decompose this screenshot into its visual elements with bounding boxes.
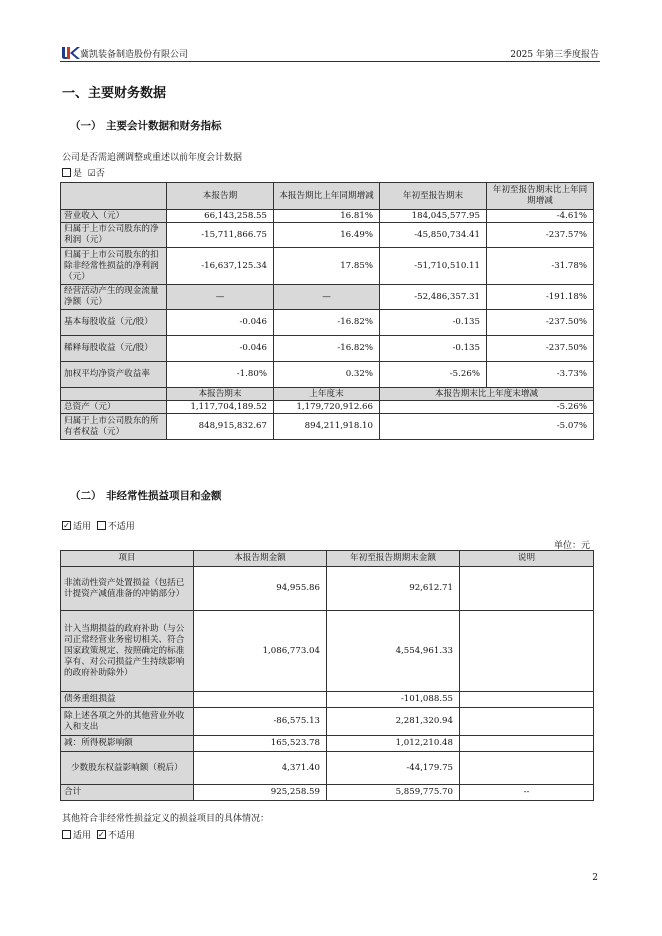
option-not-applicable-label: 不适用 (107, 522, 135, 532)
header-cell: 本报告期末比上年度末增减 (380, 388, 594, 401)
table-row (61, 248, 594, 285)
table-header-row (61, 551, 594, 567)
table-row (61, 708, 594, 736)
option-applicable-label-2: 适用 (73, 831, 92, 841)
company-logo (62, 45, 80, 59)
row-label: 计入当期损益的政府补助（与公司正常经营业务密切相关、符合国家政策规定、按照确定的标准享有、对公司损益产生持续影响的政府补助除外） (61, 611, 194, 692)
cell: -191.18% (487, 285, 594, 310)
cell: 5,859,775.70 (327, 785, 460, 801)
cell: 184,045,577.95 (380, 210, 487, 223)
cell: -0.046 (167, 310, 274, 336)
table-row (61, 310, 594, 336)
table-header-row (61, 183, 594, 210)
checkbox-not-applicable[interactable] (97, 521, 106, 530)
table-row (61, 692, 594, 708)
table-row (61, 785, 594, 801)
financial-indicators-table (60, 182, 594, 440)
table-row (61, 414, 594, 440)
row-label: 经营活动产生的现金流量净额（元） (61, 285, 167, 310)
row-label: 归属于上市公司股东的所有者权益（元） (61, 414, 167, 440)
header-cell-empty (61, 183, 167, 210)
cell: -101,088.55 (327, 692, 460, 708)
cell: 0.32% (274, 362, 380, 388)
cell: 92,612.71 (327, 567, 460, 611)
header-cell: 年初至报告期末 (380, 183, 487, 210)
cell (194, 692, 327, 708)
row-label: 归属于上市公司股东的净利润（元） (61, 223, 167, 248)
page-number: 2 (592, 873, 598, 883)
header-cell: 说明 (460, 551, 594, 567)
cell: 1,086,773.04 (194, 611, 327, 692)
header-cell: 本报告期 (167, 183, 274, 210)
cell: 17.85% (274, 248, 380, 285)
applicable-options-2 (62, 828, 135, 841)
cell: — (167, 285, 274, 310)
cell: -237.57% (487, 223, 594, 248)
cell: -0.135 (380, 310, 487, 336)
header-cell: 年初至报告期末比上年同期增减 (487, 183, 594, 210)
table-row (61, 223, 594, 248)
other-items-text: 其他符合非经常性损益定义的损益项目的具体情况： (62, 814, 270, 824)
cell: -86,575.13 (194, 708, 327, 736)
cell (460, 752, 594, 785)
cell: 16.81% (274, 210, 380, 223)
table-row (61, 736, 594, 752)
cell (460, 708, 594, 736)
header-cell: 上年度末 (274, 388, 380, 401)
subsection-1-title: 主要会计数据和财务指标 (106, 120, 222, 132)
row-label: 少数股东权益影响额（税后） (61, 752, 194, 785)
cell: -0.046 (167, 336, 274, 362)
cell: -1.80% (167, 362, 274, 388)
row-label: 总资产（元） (61, 401, 167, 414)
cell: -237.50% (487, 310, 594, 336)
option-not-applicable-label-2: 不适用 (107, 831, 135, 841)
header-cell-empty (61, 388, 167, 401)
cell (460, 567, 594, 611)
unit-label: 单位：元 (553, 541, 590, 551)
cell (460, 692, 594, 708)
cell: -- (460, 785, 594, 801)
option-no-label: 否 (95, 169, 105, 179)
cell: -5.26% (380, 362, 487, 388)
header-rule (60, 61, 600, 62)
cell (460, 611, 594, 692)
cell: 925,258.59 (194, 785, 327, 801)
table-row (61, 336, 594, 362)
cell: -31.78% (487, 248, 594, 285)
cell: 1,117,704,189.52 (167, 401, 274, 414)
header-cell: 项目 (61, 551, 194, 567)
cell: 4,371.40 (194, 752, 327, 785)
cell: -4.61% (487, 210, 594, 223)
table-row (61, 567, 594, 611)
cell: -0.135 (380, 336, 487, 362)
table-row (61, 210, 594, 223)
cell: 94,955.86 (194, 567, 327, 611)
cell: 1,012,210.48 (327, 736, 460, 752)
cell: 66,143,258.55 (167, 210, 274, 223)
cell: -45,850,734.41 (380, 223, 487, 248)
table-row (61, 401, 594, 414)
checkbox-applicable-2[interactable] (62, 830, 71, 839)
cell: -16.82% (274, 310, 380, 336)
table-row (61, 611, 594, 692)
cell: 2,281,320.94 (327, 708, 460, 736)
table-row (61, 285, 594, 310)
subsection-2-title: 非经常性损益项目和金额 (106, 490, 222, 502)
table-row (61, 362, 594, 388)
table-row (61, 752, 594, 785)
cell: 165,523.78 (194, 736, 327, 752)
cell: — (274, 285, 380, 310)
section-title: 一、主要财务数据 (62, 86, 167, 101)
cell: -5.07% (380, 414, 594, 440)
cell: -237.50% (487, 336, 594, 362)
header-cell: 本报告期末 (167, 388, 274, 401)
option-applicable-label: 适用 (73, 522, 92, 532)
report-title: 2025 年第三季度报告 (510, 50, 599, 60)
cell: 894,211,918.10 (274, 414, 380, 440)
company-name: 冀凯装备制造股份有限公司 (80, 50, 189, 60)
cell: 16.49% (274, 223, 380, 248)
row-label: 稀释每股收益（元/股） (61, 336, 167, 362)
cell: -5.26% (380, 401, 594, 414)
row-label: 归属于上市公司股东的扣除非经常性损益的净利润（元） (61, 248, 167, 285)
cell: 1,179,720,912.66 (274, 401, 380, 414)
cell: -44,179.75 (327, 752, 460, 785)
cell: 848,915,832.67 (167, 414, 274, 440)
checkbox-applicable-checked[interactable]: ✓ (63, 521, 70, 530)
restate-question: 公司是否需追溯调整或重述以前年度会计数据 (62, 153, 243, 163)
header-cell: 本报告期比上年同期增减 (274, 183, 380, 210)
cell: 4,554,961.33 (327, 611, 460, 692)
checkbox-not-applicable-2-checked[interactable]: ✓ (97, 830, 105, 839)
header-cell: 年初至报告期期末金额 (327, 551, 460, 567)
restate-options (62, 166, 105, 179)
row-label: 非流动性资产处置损益（包括已计提资产减值准备的冲销部分） (61, 567, 194, 611)
row-label: 减：所得税影响额 (61, 736, 194, 752)
cell: -52,486,357.31 (380, 285, 487, 310)
row-label: 合计 (61, 785, 194, 801)
header-cell: 本报告期金额 (194, 551, 327, 567)
row-label: 除上述各项之外的其他营业外收入和支出 (61, 708, 194, 736)
cell: -15,711,866.75 (167, 223, 274, 248)
table-header-row-2 (61, 388, 594, 401)
row-label: 营业收入（元） (61, 210, 167, 223)
cell (460, 736, 594, 752)
cell: -16,637,125.34 (167, 248, 274, 285)
checkbox-yes[interactable] (62, 168, 71, 177)
cell: -51,710,510.11 (380, 248, 487, 285)
option-yes-label: 是 (73, 169, 83, 179)
row-label: 基本每股收益（元/股） (61, 310, 167, 336)
cell: -3.73% (487, 362, 594, 388)
subsection-2-number: （二） (70, 490, 102, 502)
row-label: 加权平均净资产收益率 (61, 362, 167, 388)
non-recurring-items-table (60, 550, 594, 801)
checked-icon[interactable]: ☑ (87, 169, 96, 179)
applicable-options (62, 519, 135, 532)
row-label: 债务重组损益 (61, 692, 194, 708)
cell: -16.82% (274, 336, 380, 362)
subsection-1-number: （一） (70, 120, 102, 132)
